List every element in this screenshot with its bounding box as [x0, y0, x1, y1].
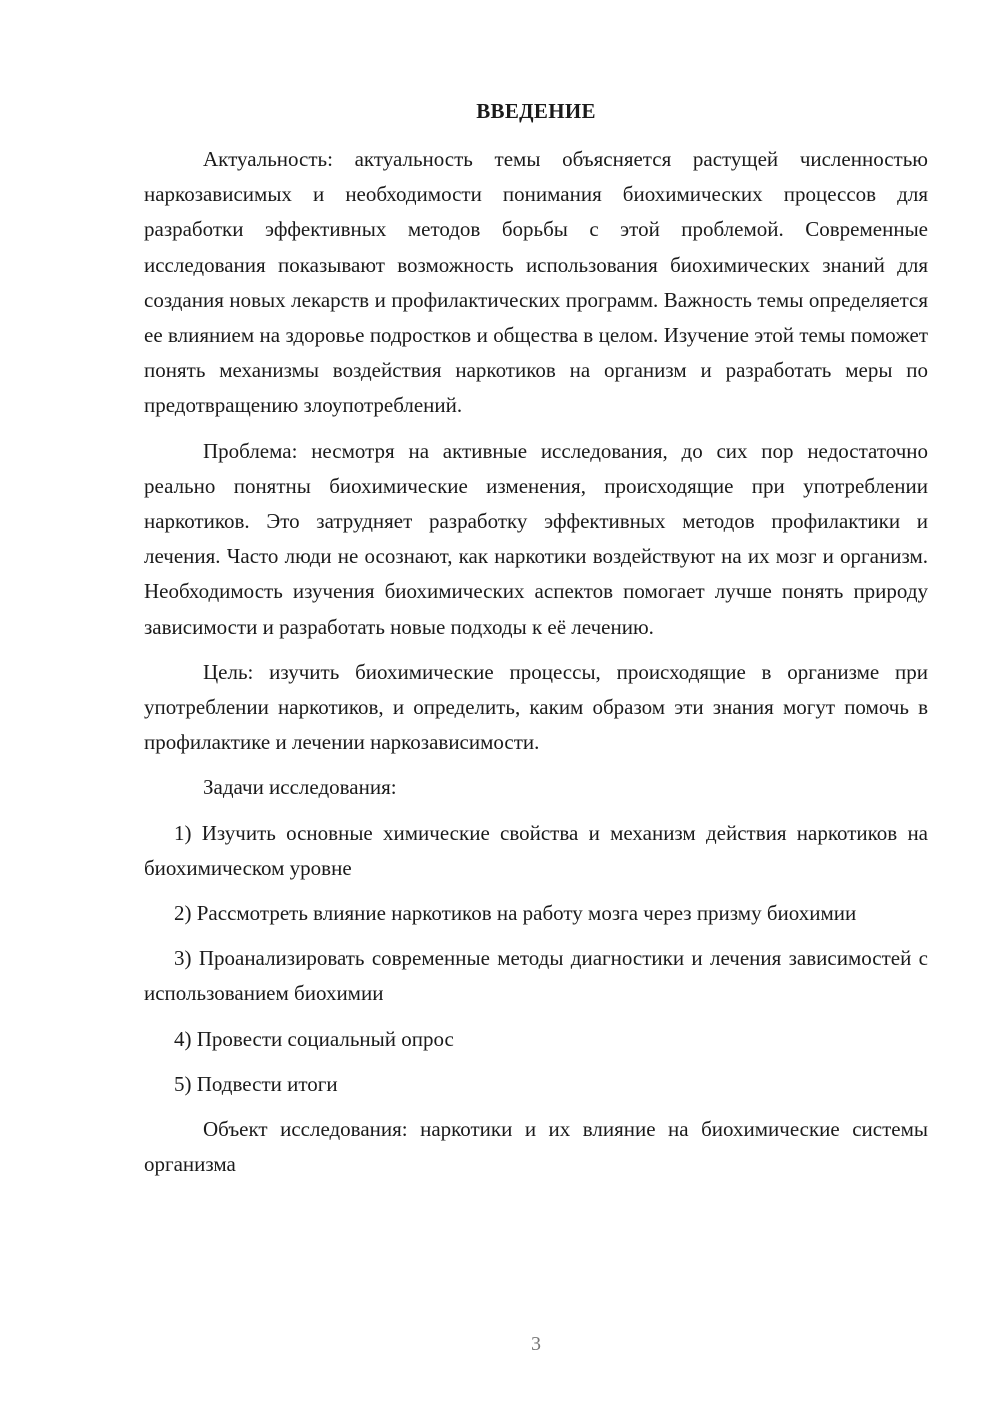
relevance-paragraph: Актуальность: актуальность темы объясняется растущей численностью наркозависимых и необходимости понимания биохимических процессов для разработки эффективных методов борьбы с этой проблемой. Современные исследования показывают возможность использования биохимических знаний для создания новых лекарств и профилактических программ. Важность темы определяется ее влиянием на здоровье подростков и общества в целом. Изучение этой темы поможет понять механизмы воздействия наркотиков на организм и разработать меры по предотвращению злоупотреблений.	[144, 147, 928, 418]
task-item: 5) Подвести итоги	[174, 1071, 338, 1096]
task-item: 3) Проанализировать современные методы диагностики и лечения зависимостей с использованием биохимии	[144, 946, 928, 1006]
task-item: 4) Провести социальный опрос	[174, 1026, 454, 1051]
page-number: 3	[531, 1333, 541, 1355]
section-title: ВВЕДЕНИЕ	[476, 99, 596, 123]
problem-paragraph: Проблема: несмотря на активные исследования, до сих пор недостаточно реально понятны биохимические изменения, происходящие при употреблении наркотиков. Это затрудняет разработку эффективных методов профилактики и лечения. Часто люди не осознают, как наркотики воздействуют на их мозг и организм. Необходимость изучения биохимических аспектов помогает лучше понять природу зависимости и разработать новые подходы к её лечению.	[144, 438, 928, 639]
task-item: 2) Рассмотреть влияние наркотиков на работу мозга через призму биохимии	[174, 901, 857, 926]
task-item: 1) Изучить основные химические свойства и механизм действия наркотиков на биохимическом уровне	[144, 820, 928, 880]
goal-paragraph: Цель: изучить биохимические процессы, происходящие в организме при употреблении наркотиков, и определить, каким образом эти знания могут помочь в профилактике и лечении наркозависимости.	[144, 659, 928, 755]
tasks-heading: Задачи исследования:	[203, 775, 397, 800]
document-page	[144, 96, 928, 1192]
object-paragraph: Объект исследования: наркотики и их влияние на биохимические системы организма	[144, 1117, 928, 1177]
